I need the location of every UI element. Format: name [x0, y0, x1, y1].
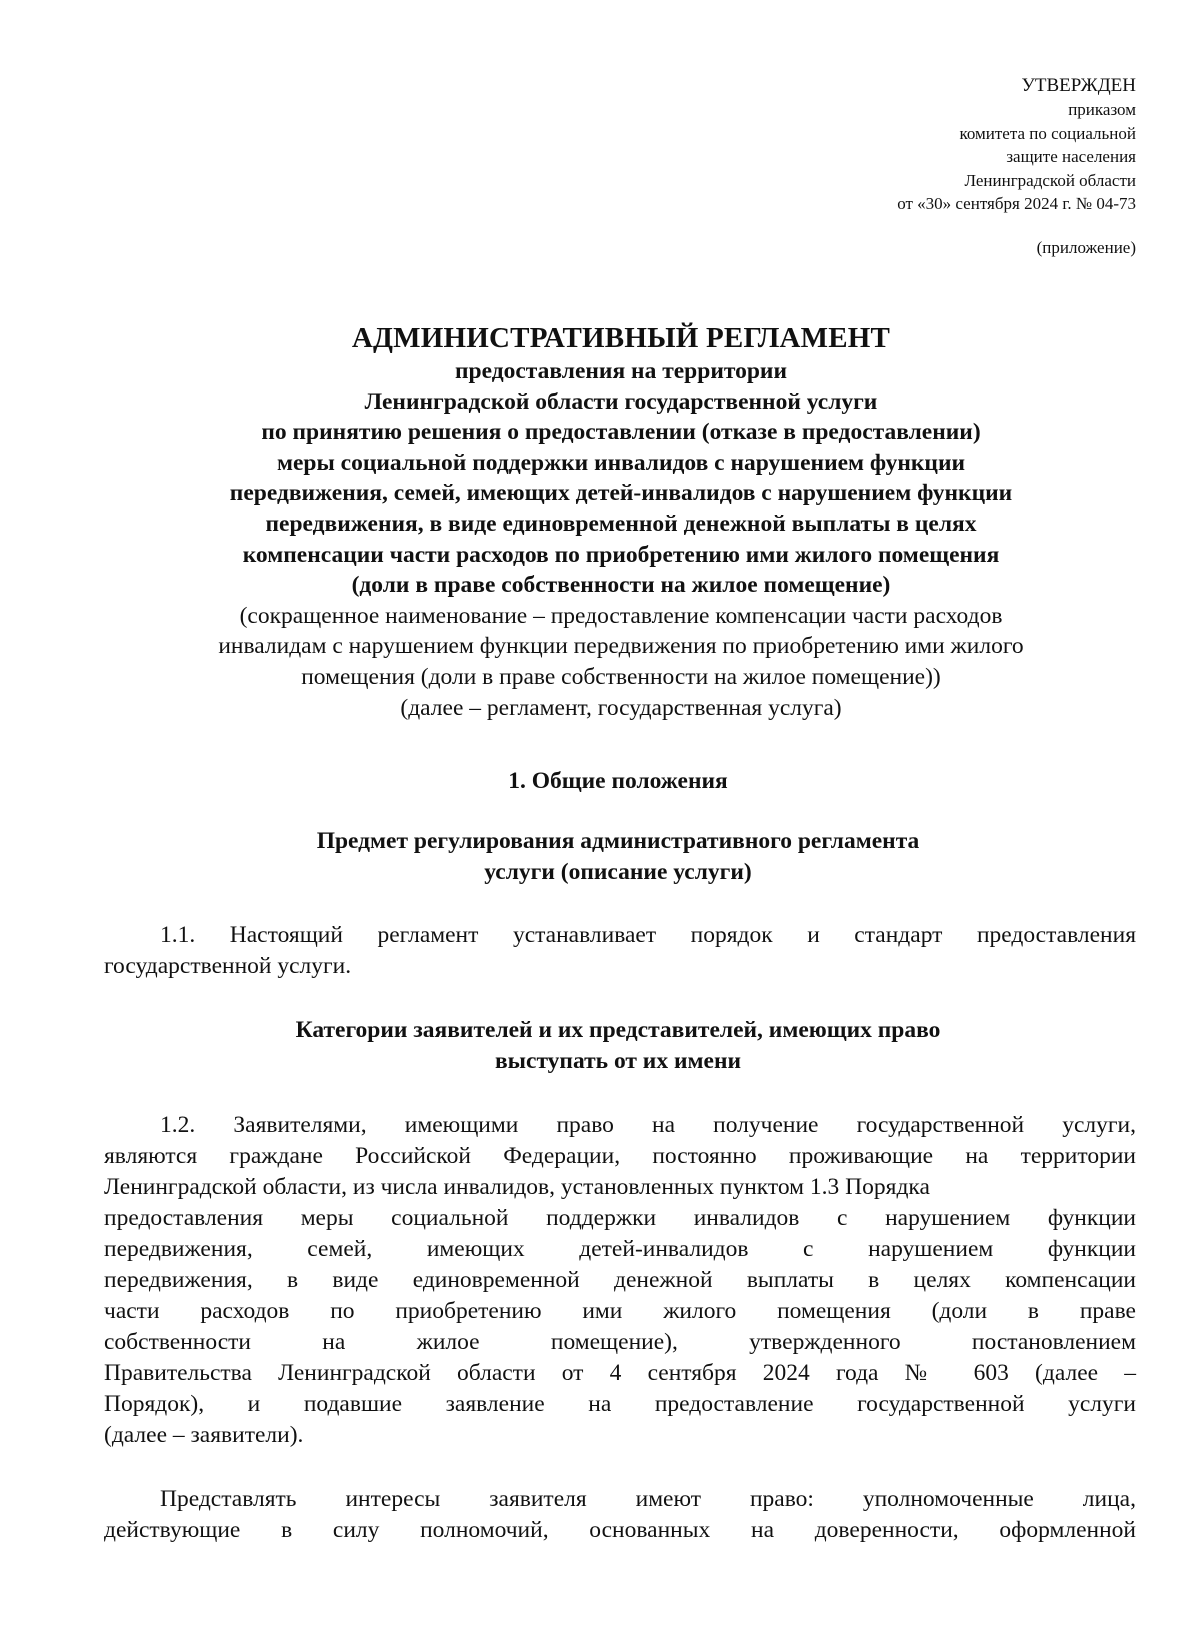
paragraph-1-1 [104, 920, 1136, 982]
paragraph-representatives [104, 1484, 1136, 1546]
paragraph-line: государственной услуги. [104, 953, 352, 979]
paragraph-line: собственности на жилое помещение), утвержденного постановлением [104, 1329, 1136, 1355]
short-name-line: помещения (доли в праве собственности на жилое помещение)) [301, 663, 941, 690]
categories-heading-line: выступать от их имени [494, 1048, 742, 1074]
document-title: АДМИНИСТРАТИВНЫЙ РЕГЛАМЕНТ [351, 322, 891, 354]
paragraph-line: передвижения, семей, имеющих детей-инвалидов с нарушением функции [104, 1236, 1136, 1262]
approval-line: защите населения [1006, 147, 1136, 166]
document-title-block [120, 320, 1122, 723]
approval-line: приказом [1068, 100, 1136, 119]
title-line: предоставления на территории [455, 358, 787, 384]
paragraph-line: (далее – заявители). [104, 1422, 304, 1448]
title-line: передвижения, в виде единовременной денежной выплаты в целях [265, 510, 977, 537]
categories-heading [100, 1015, 1136, 1077]
approval-block [897, 74, 1136, 259]
short-name-line: инвалидам с нарушением функции передвижения по приобретению ими жилого [218, 633, 1024, 660]
paragraph-line: являются граждане Российской Федерации, постоянно проживающие на территории [104, 1143, 1136, 1169]
short-name-line: (далее – регламент, государственная услуга) [400, 694, 842, 721]
paragraph-line: предоставления меры социальной поддержки инвалидов с нарушением функции [104, 1205, 1136, 1231]
section-heading: 1. Общие положения [508, 768, 728, 794]
title-line: меры социальной поддержки инвалидов с нарушением функции [276, 449, 966, 476]
title-line: по принятию решения о предоставлении (отказе в предоставлении) [261, 419, 981, 446]
paragraph-1-2 [104, 1110, 1136, 1451]
categories-heading-line: Категории заявителей и их представителей, имеющих право [295, 1017, 941, 1043]
paragraph-line: Ленинградской области, из числа инвалидов, установленных пунктом 1.3 Порядка [104, 1174, 930, 1200]
paragraph-line: части расходов по приобретению ими жилого помещения (доли в праве [104, 1298, 1136, 1324]
title-line: (доли в праве собственности на жилое помещение) [351, 572, 891, 599]
title-line: компенсации части расходов по приобретению ими жилого помещения [242, 541, 1000, 568]
short-name-line: (сокращенное наименование – предоставление компенсации части расходов [239, 602, 1003, 629]
approval-line: комитета по социальной [959, 123, 1136, 143]
approval-line: Ленинградской области [964, 170, 1136, 190]
paragraph-line: 1.2. Заявителями, имеющими право на получение государственной услуги, [160, 1112, 1136, 1138]
paragraph-line: 1.1. Настоящий регламент устанавливает порядок и стандарт предоставления [160, 922, 1136, 948]
paragraph-line: Представлять интересы заявителя имеют право: уполномоченные лица, [160, 1486, 1136, 1512]
paragraph-line: передвижения, в виде единовременной денежной выплаты в целях компенсации [104, 1267, 1136, 1293]
title-line: передвижения, семей, имеющих детей-инвалидов с нарушением функции [229, 480, 1013, 507]
subject-heading-line: Предмет регулирования административного регламента [316, 828, 920, 854]
paragraph-line: Правительства Ленинградской области от 4 сентября 2024 года № 603 (далее – [104, 1360, 1136, 1386]
title-line: Ленинградской области государственной услуги [364, 388, 878, 415]
paragraph-line: действующие в силу полномочий, основанных на доверенности, оформленной [104, 1517, 1136, 1543]
paragraph-line: Порядок), и подавшие заявление на предоставление государственной услуги [104, 1391, 1136, 1417]
appendix-label: (приложение) [1036, 237, 1136, 257]
subject-heading-line: услуги (описание услуги) [484, 859, 752, 885]
approval-date-line: от «30» сентября 2024 г. № 04-73 [897, 194, 1136, 213]
approval-stamp: УТВЕРЖДЕН [1021, 75, 1136, 96]
subject-heading [100, 826, 1136, 888]
